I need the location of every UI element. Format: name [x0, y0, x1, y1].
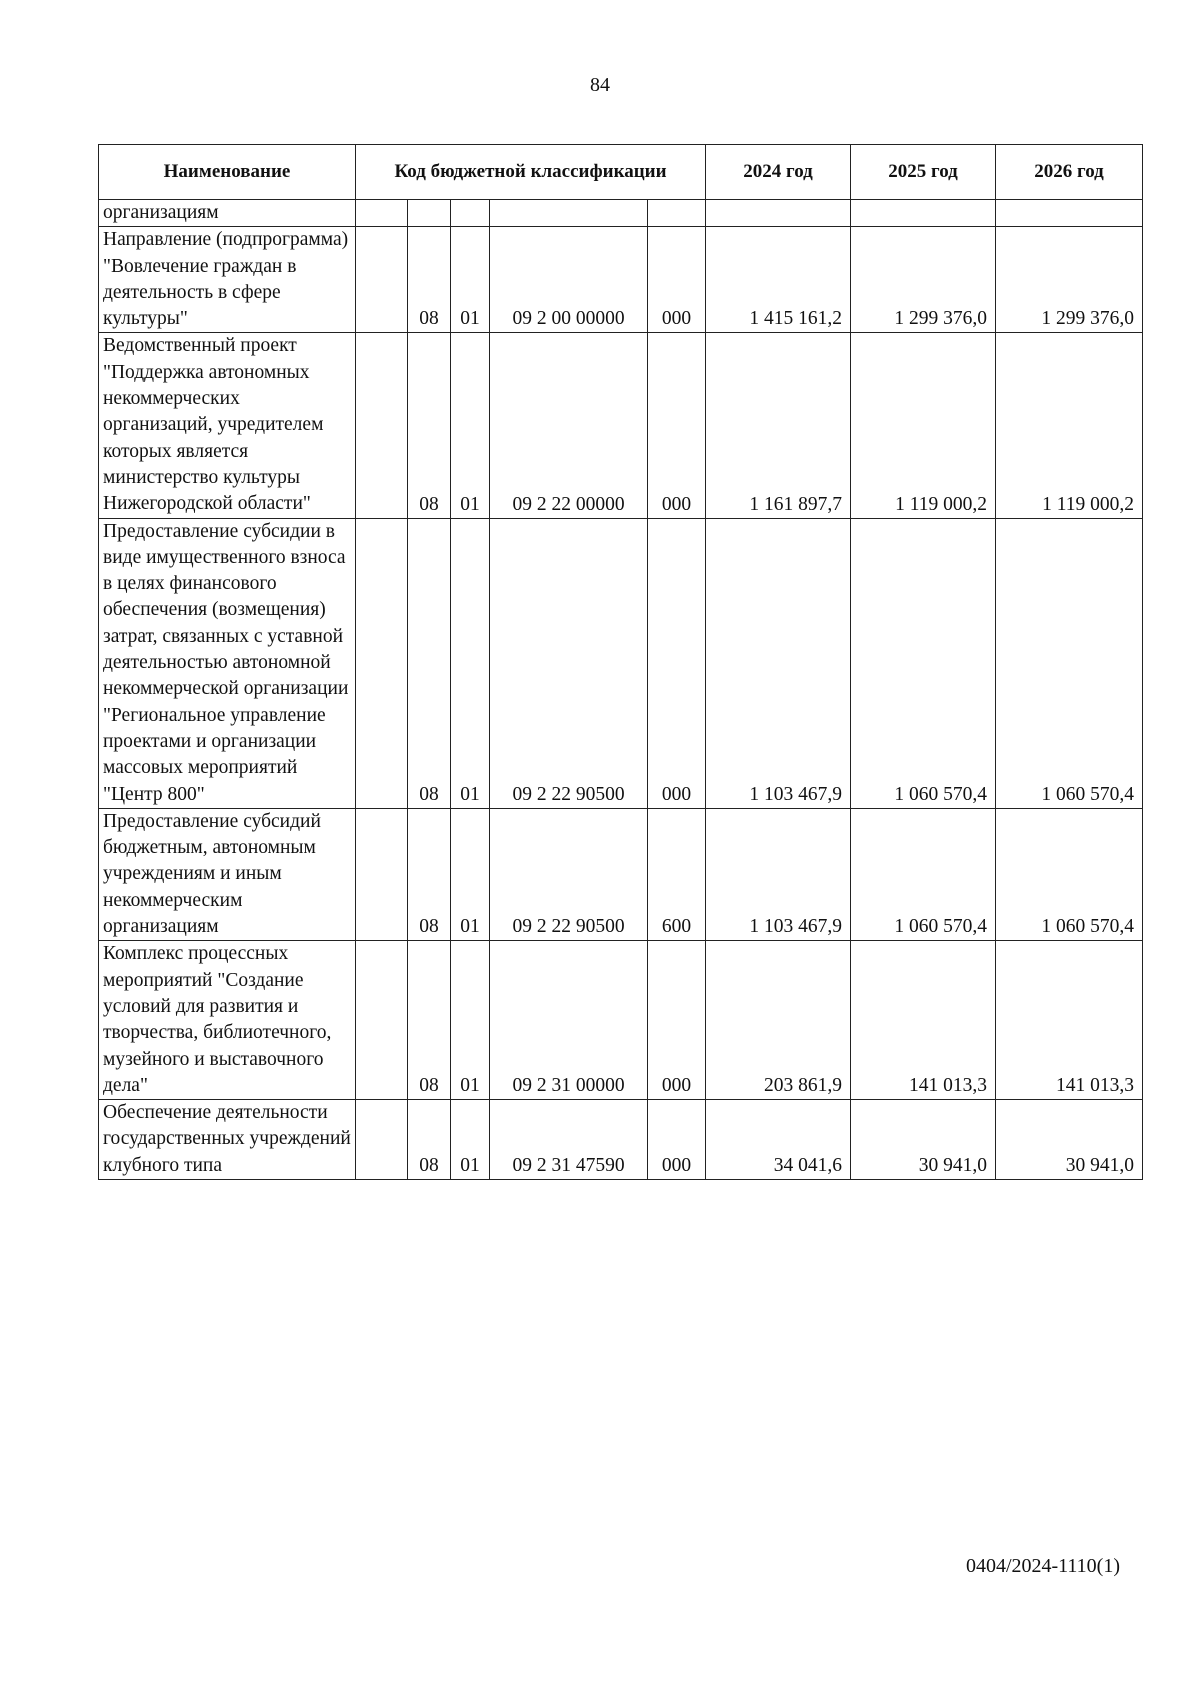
row-empty [356, 227, 408, 333]
row-2025: 30 941,0 [851, 1100, 996, 1180]
row-expense-type: 000 [648, 227, 706, 333]
table-row [99, 941, 1143, 1100]
row-expense-type: 000 [648, 941, 706, 1100]
row-subsection: 01 [451, 941, 490, 1100]
header-2024: 2024 год [706, 145, 851, 200]
row-empty [356, 518, 408, 808]
row-subsection: 01 [451, 227, 490, 333]
row-name: Ведомственный проект "Поддержка автономных некоммерческих организаций, учредителем которых является министерство культуры Нижегородской области" [99, 333, 356, 518]
document-code: 0404/2024-1110(1) [965, 1555, 1120, 1577]
row-subsection: 01 [451, 1100, 490, 1180]
row-name: Предоставление субсидии в виде имущественного взноса в целях финансового обеспечения (возмещения) затрат, связанных с уставной деятельностью автономной некоммерческой организации "Региональное управление проектами и организации массовых мероприятий "Центр 800" [99, 518, 356, 808]
row-name: Обеспечение деятельности государственных учреждений клубного типа [99, 1100, 356, 1180]
table-row [99, 333, 1143, 518]
row-expense-type: 000 [648, 333, 706, 518]
row-name: Комплекс процессных мероприятий "Создание условий для развития и творчества, библиотечного, музейного и выставочного дела" [99, 941, 356, 1100]
row-target-code: 09 2 00 00000 [490, 227, 648, 333]
row-2024: 34 041,6 [706, 1100, 851, 1180]
row-expense-type: 600 [648, 808, 706, 940]
row-2025: 1 060 570,4 [851, 518, 996, 808]
row-section: 08 [408, 333, 451, 518]
row-target-code: 09 2 31 47590 [490, 1100, 648, 1180]
row-2024: 1 415 161,2 [706, 227, 851, 333]
row-empty [356, 333, 408, 518]
row-2024: 1 161 897,7 [706, 333, 851, 518]
row-section: 08 [408, 227, 451, 333]
row-subsection: 01 [451, 518, 490, 808]
row-empty [356, 808, 408, 940]
row-target-code: 09 2 31 00000 [490, 941, 648, 1100]
row-2025: 1 299 376,0 [851, 227, 996, 333]
row-name: Направление (подпрограмма) "Вовлечение граждан в деятельность в сфере культуры" [99, 227, 356, 333]
row-target-code: 09 2 22 90500 [490, 808, 648, 940]
row-subsection: 01 [451, 808, 490, 940]
header-name: Наименование [99, 145, 356, 200]
table-row [99, 518, 1143, 808]
row-2024: 1 103 467,9 [706, 518, 851, 808]
row-target-code: 09 2 22 90500 [490, 518, 648, 808]
row-2026: 141 013,3 [996, 941, 1143, 1100]
row-2026: 1 299 376,0 [996, 227, 1143, 333]
row-empty [356, 1100, 408, 1180]
row-section: 08 [408, 1100, 451, 1180]
row-section: 08 [408, 941, 451, 1100]
row-empty [356, 941, 408, 1100]
row-2024: 203 861,9 [706, 941, 851, 1100]
row-name: Предоставление субсидий бюджетным, автономным учреждениям и иным некоммерческим организациям [99, 808, 356, 940]
row-section: 08 [408, 518, 451, 808]
continuation-text: организациям [99, 200, 356, 227]
row-subsection: 01 [451, 333, 490, 518]
row-2026: 1 060 570,4 [996, 518, 1143, 808]
continuation-row [99, 200, 1143, 227]
row-section: 08 [408, 808, 451, 940]
header-2025: 2025 год [851, 145, 996, 200]
row-2025: 1 119 000,2 [851, 333, 996, 518]
header-code: Код бюджетной классификации [356, 145, 706, 200]
table-row [99, 1100, 1143, 1180]
row-expense-type: 000 [648, 518, 706, 808]
row-2026: 1 119 000,2 [996, 333, 1143, 518]
table-row [99, 227, 1143, 333]
table-row [99, 808, 1143, 940]
row-2024: 1 103 467,9 [706, 808, 851, 940]
row-2025: 141 013,3 [851, 941, 996, 1100]
row-2026: 30 941,0 [996, 1100, 1143, 1180]
budget-table [98, 144, 1143, 1180]
page-number: 84 [590, 74, 610, 96]
row-target-code: 09 2 22 00000 [490, 333, 648, 518]
header-2026: 2026 год [996, 145, 1143, 200]
table-header-row [99, 145, 1143, 200]
row-expense-type: 000 [648, 1100, 706, 1180]
row-2025: 1 060 570,4 [851, 808, 996, 940]
row-2026: 1 060 570,4 [996, 808, 1143, 940]
